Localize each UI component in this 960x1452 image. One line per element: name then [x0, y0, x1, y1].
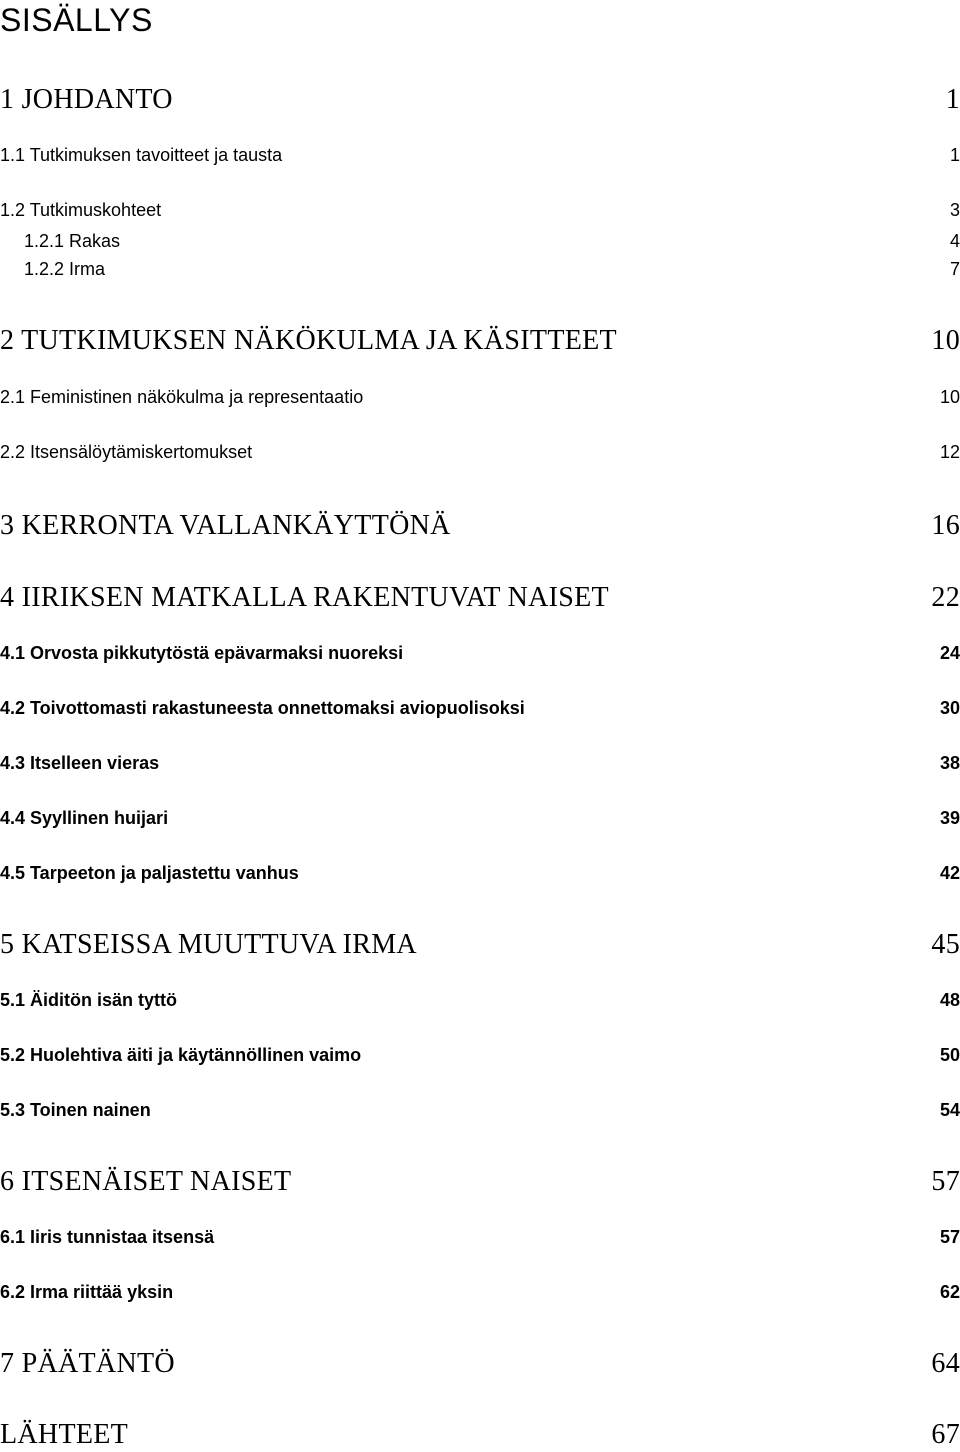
toc-entry-label: 1 JOHDANTO: [0, 84, 173, 115]
toc-entry-label: 2.1 Feministinen näkökulma ja representaatio: [0, 387, 364, 407]
toc-entry-page: 38: [939, 753, 960, 773]
toc-entry-1-2-1[interactable]: [24, 229, 960, 253]
toc-entry-chapter-4[interactable]: [0, 581, 960, 615]
toc-entry-5-3[interactable]: [0, 1098, 960, 1122]
toc-entry-2-2[interactable]: [0, 440, 960, 464]
toc-entry-label: 4.1 Orvosta pikkutytöstä epävarmaksi nuoreksi: [0, 643, 404, 663]
toc-entry-6-1[interactable]: [0, 1225, 960, 1249]
toc-entry-label: 2.2 Itsensälöytämiskertomukset: [0, 442, 253, 462]
toc-entry-page: 7: [949, 259, 960, 279]
toc-entry-page: 57: [931, 1166, 960, 1197]
toc-entry-4-3[interactable]: [0, 751, 960, 775]
toc-entry-chapter-5[interactable]: [0, 928, 960, 962]
toc-entry-page: 50: [939, 1045, 960, 1065]
toc-entry-page: 12: [939, 442, 960, 462]
toc-entry-page: 1: [945, 84, 960, 115]
page-title: SISÄLLYS: [0, 2, 153, 38]
toc-entry-6-2[interactable]: [0, 1280, 960, 1304]
toc-entry-page: 1: [949, 145, 960, 165]
toc-entry-label: 6.2 Irma riittää yksin: [0, 1282, 174, 1302]
toc-entry-page: 30: [939, 698, 960, 718]
toc-entry-page: 4: [949, 231, 960, 251]
toc-entry-label: 6 ITSENÄISET NAISET: [0, 1166, 292, 1197]
toc-entry-label: 2 TUTKIMUKSEN NÄKÖKULMA JA KÄSITTEET: [0, 325, 617, 356]
toc-entry-chapter-6[interactable]: [0, 1165, 960, 1199]
toc-entry-references[interactable]: [0, 1418, 960, 1452]
toc-entry-page: 54: [939, 1100, 960, 1120]
toc-entry-page: 3: [949, 200, 960, 220]
toc-entry-page: 45: [931, 929, 960, 960]
toc-entry-page: 10: [931, 325, 960, 356]
toc-entry-1-1[interactable]: [0, 143, 960, 167]
toc-entry-page: 67: [931, 1419, 960, 1450]
toc-entry-page: 64: [931, 1348, 960, 1379]
toc-entry-5-1[interactable]: [0, 988, 960, 1012]
toc-entry-page: 39: [939, 808, 960, 828]
toc-entry-page: 22: [931, 582, 960, 613]
toc-entry-label: 4.3 Itselleen vieras: [0, 753, 160, 773]
toc-entry-chapter-3[interactable]: [0, 509, 960, 543]
toc-entry-5-2[interactable]: [0, 1043, 960, 1067]
toc-entry-chapter-7[interactable]: [0, 1347, 960, 1381]
toc-entry-label: 1.2.2 Irma: [24, 259, 106, 279]
toc-entry-1-2[interactable]: [0, 198, 960, 222]
toc-entry-label: 4.2 Toivottomasti rakastuneesta onnettomaksi aviopuolisoksi: [0, 698, 525, 718]
toc-entry-label: 4.5 Tarpeeton ja paljastettu vanhus: [0, 863, 299, 883]
toc-entry-label: 7 PÄÄTÄNTÖ: [0, 1348, 175, 1379]
toc-entry-page: 62: [939, 1282, 960, 1302]
toc-entry-label: 5.3 Toinen nainen: [0, 1100, 151, 1120]
toc-entry-page: 42: [939, 863, 960, 883]
toc-entry-label: 6.1 Iiris tunnistaa itsensä: [0, 1227, 215, 1247]
toc-entry-label: 4 IIRIKSEN MATKALLA RAKENTUVAT NAISET: [0, 582, 609, 613]
toc-entry-page: 10: [939, 387, 960, 407]
toc-entry-2-1[interactable]: [0, 385, 960, 409]
toc-entry-label: 1.1 Tutkimuksen tavoitteet ja tausta: [0, 145, 283, 165]
toc-entry-label: LÄHTEET: [0, 1419, 129, 1450]
toc-entry-1-2-2[interactable]: [24, 257, 960, 281]
toc-entry-label: 3 KERRONTA VALLANKÄYTTÖNÄ: [0, 510, 451, 541]
toc-entry-4-1[interactable]: [0, 641, 960, 665]
toc-entry-label: 4.4 Syyllinen huijari: [0, 808, 169, 828]
toc-entry-page: 16: [931, 510, 960, 541]
toc-entry-label: 5.1 Äiditön isän tyttö: [0, 990, 178, 1010]
toc-entry-label: 5.2 Huolehtiva äiti ja käytännöllinen vaimo: [0, 1045, 362, 1065]
toc-entry-4-2[interactable]: [0, 696, 960, 720]
toc-entry-chapter-2[interactable]: [0, 324, 960, 358]
toc-entry-label: 1.2 Tutkimuskohteet: [0, 200, 162, 220]
toc-entry-4-4[interactable]: [0, 806, 960, 830]
toc-entry-label: 5 KATSEISSA MUUTTUVA IRMA: [0, 929, 417, 960]
toc-entry-page: 48: [939, 990, 960, 1010]
toc-entry-4-5[interactable]: [0, 861, 960, 885]
toc-entry-chapter-1[interactable]: [0, 83, 960, 117]
toc-entry-label: 1.2.1 Rakas: [24, 231, 121, 251]
toc-entry-page: 57: [939, 1227, 960, 1247]
toc-entry-page: 24: [939, 643, 960, 663]
